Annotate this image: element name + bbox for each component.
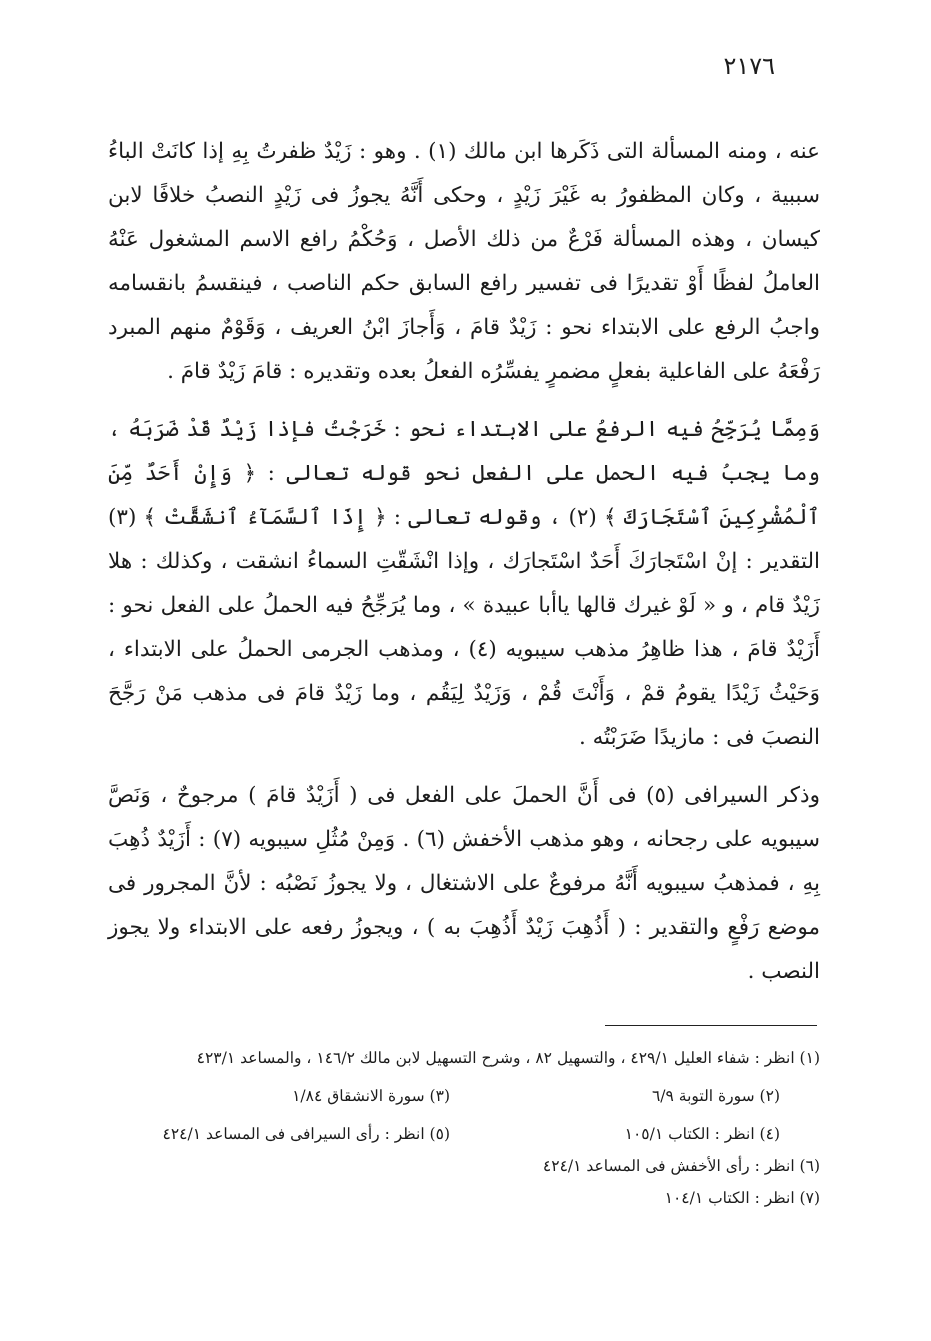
page-number: ٢١٧٦ [723,52,775,80]
footnote-3: (٣) سورة الانشقاق ١/٨٤ [292,1087,450,1105]
footnote-6: (٦) انظر : رأى الأخفش فى المساعد ٤٢٤/١ [542,1157,820,1175]
paragraph: وذكر السيرافى (٥) فى أَنَّ الحملَ على الفعل فى ( أَزَيْدٌ قامَ ) مرجوحٌ ، وَنَصَّ سيبويه على رجحانه ، وهو مذهب الأخفش (٦) . وَمِنْ مُثُلِ سيبويه (٧) : أَزَيْدٌ ذُهِبَ بِهِ ، فمذهبُ سيبويه أَنَّهُ مرفوعٌ على الاشتغال ، ولا يجوزُ نَصْبُه : لأنَّ المجرور فى موضع رَفْعٍ والتقدير : ( أَذُهِبَ زَيْدٌ أَذُهِبَ به ) ، ويجوزُ رفعه على الابتداء ولا يجوز النصب . [108,783,820,984]
paragraph: عنه ، ومنه المسألة التى ذَكَرها ابن مالك (١) . وهو : زَيْدٌ ظفرتُ بِهِ إذا كانَتْ الباءُ سببية ، وكان المظفورُ به غَيْرَ زَيْدٍ ، وحكى أَنَّهُ يجوزُ فى زَيْدٍ النصبُ خلافًا لابن كيسان ، وهذه المسألة فَرْعٌ من ذلك الأصل ، وَحُكْمُ رافع الاسم المشغول عَنْهُ العاملُ لفظًا أَوْ تقديرًا فى تفسير رافع السابق حكم الناصب ، فينقسمُ بانقسامه واجبُ الرفع على الابتداء نحو : زَيْدٌ قامَ ، وَأَجازَ ابْنُ العريف ، وَقَوْمٌ منهم المبرد رَفْعَهُ على الفاعلية بفعلٍ مضمرٍ يفسِّرُه الفعلُ بعده وتقديره : قامَ زَيْدٌ قامَ . [108,139,820,384]
footnotes [108,1042,820,1214]
footnote-5: (٥) انظر : رأى السيرافى فى المساعد ٤٢٤/١ [162,1125,450,1143]
footnote-4: (٤) انظر : الكتاب ١٠٥/١ [624,1125,780,1143]
footnote-2: (٢) سورة التوبة ٦/٩ [651,1087,780,1105]
footnote-row [108,1118,820,1150]
footnote-1: (١) انظر : شفاء العليل ٤٢٩/١ ، والتسهيل ٨٢ ، وشرح التسهيل لابن مالك ١٤٦/٢ ، والمساعد ٤٢٣/١ [196,1049,820,1067]
paragraph: وَمِمَّا يُرَجِّحُ فيه الرفعُ على الابتداء نحو : خَرَجْتُ فإذا زَيْدٌ قَدْ ضَرَبَهُ ، وما يجبُ فيه الحمل على الفعل نحو قوله تعالى : ﴿ وَإِنْ أَحَدٌ مِّنَ ٱلْمُشْرِكِينَ ٱسْتَجَارَكَ ﴾ (٢) ، وقوله تعالى : ﴿ إِذَا ٱلسَّمَآءُ ٱنشَقَّتْ ﴾ (٣) التقدير : إنْ اسْتَجارَكَ أَحَدٌ اسْتَجارَك ، وإذا انْشَقّتِ السماءُ انشقت ، وكذلك : هلا زَيْدٌ قام ، و « لَوْ غيرك قالها ياأبا عبيدة » ، وما يُرَجِّحُ فيه الحملُ على الفعل نحو : أَزَيْدٌ قامَ ، هذا ظاهِرُ مذهب سيبويه (٤) ، ومذهب الجرمى الحملُ على الابتداء ، وَحَيْثُ زَيْدًا يقومُ قمْ ، وَأَنْتَ قُمْ ، وَزَيْدٌ لِيَقُم ، وما زَيْدٌ قامَ فى مذهب مَنْ رَجَّحَ النصبَ فى : مازيدًا ضَرَبْتُه . [108,417,820,750]
footnote-7: (٧) انظر : الكتاب ١٠٤/١ [664,1189,820,1207]
main-text [108,130,820,994]
footnote-separator [605,1025,817,1026]
footnote-row [108,1080,820,1112]
